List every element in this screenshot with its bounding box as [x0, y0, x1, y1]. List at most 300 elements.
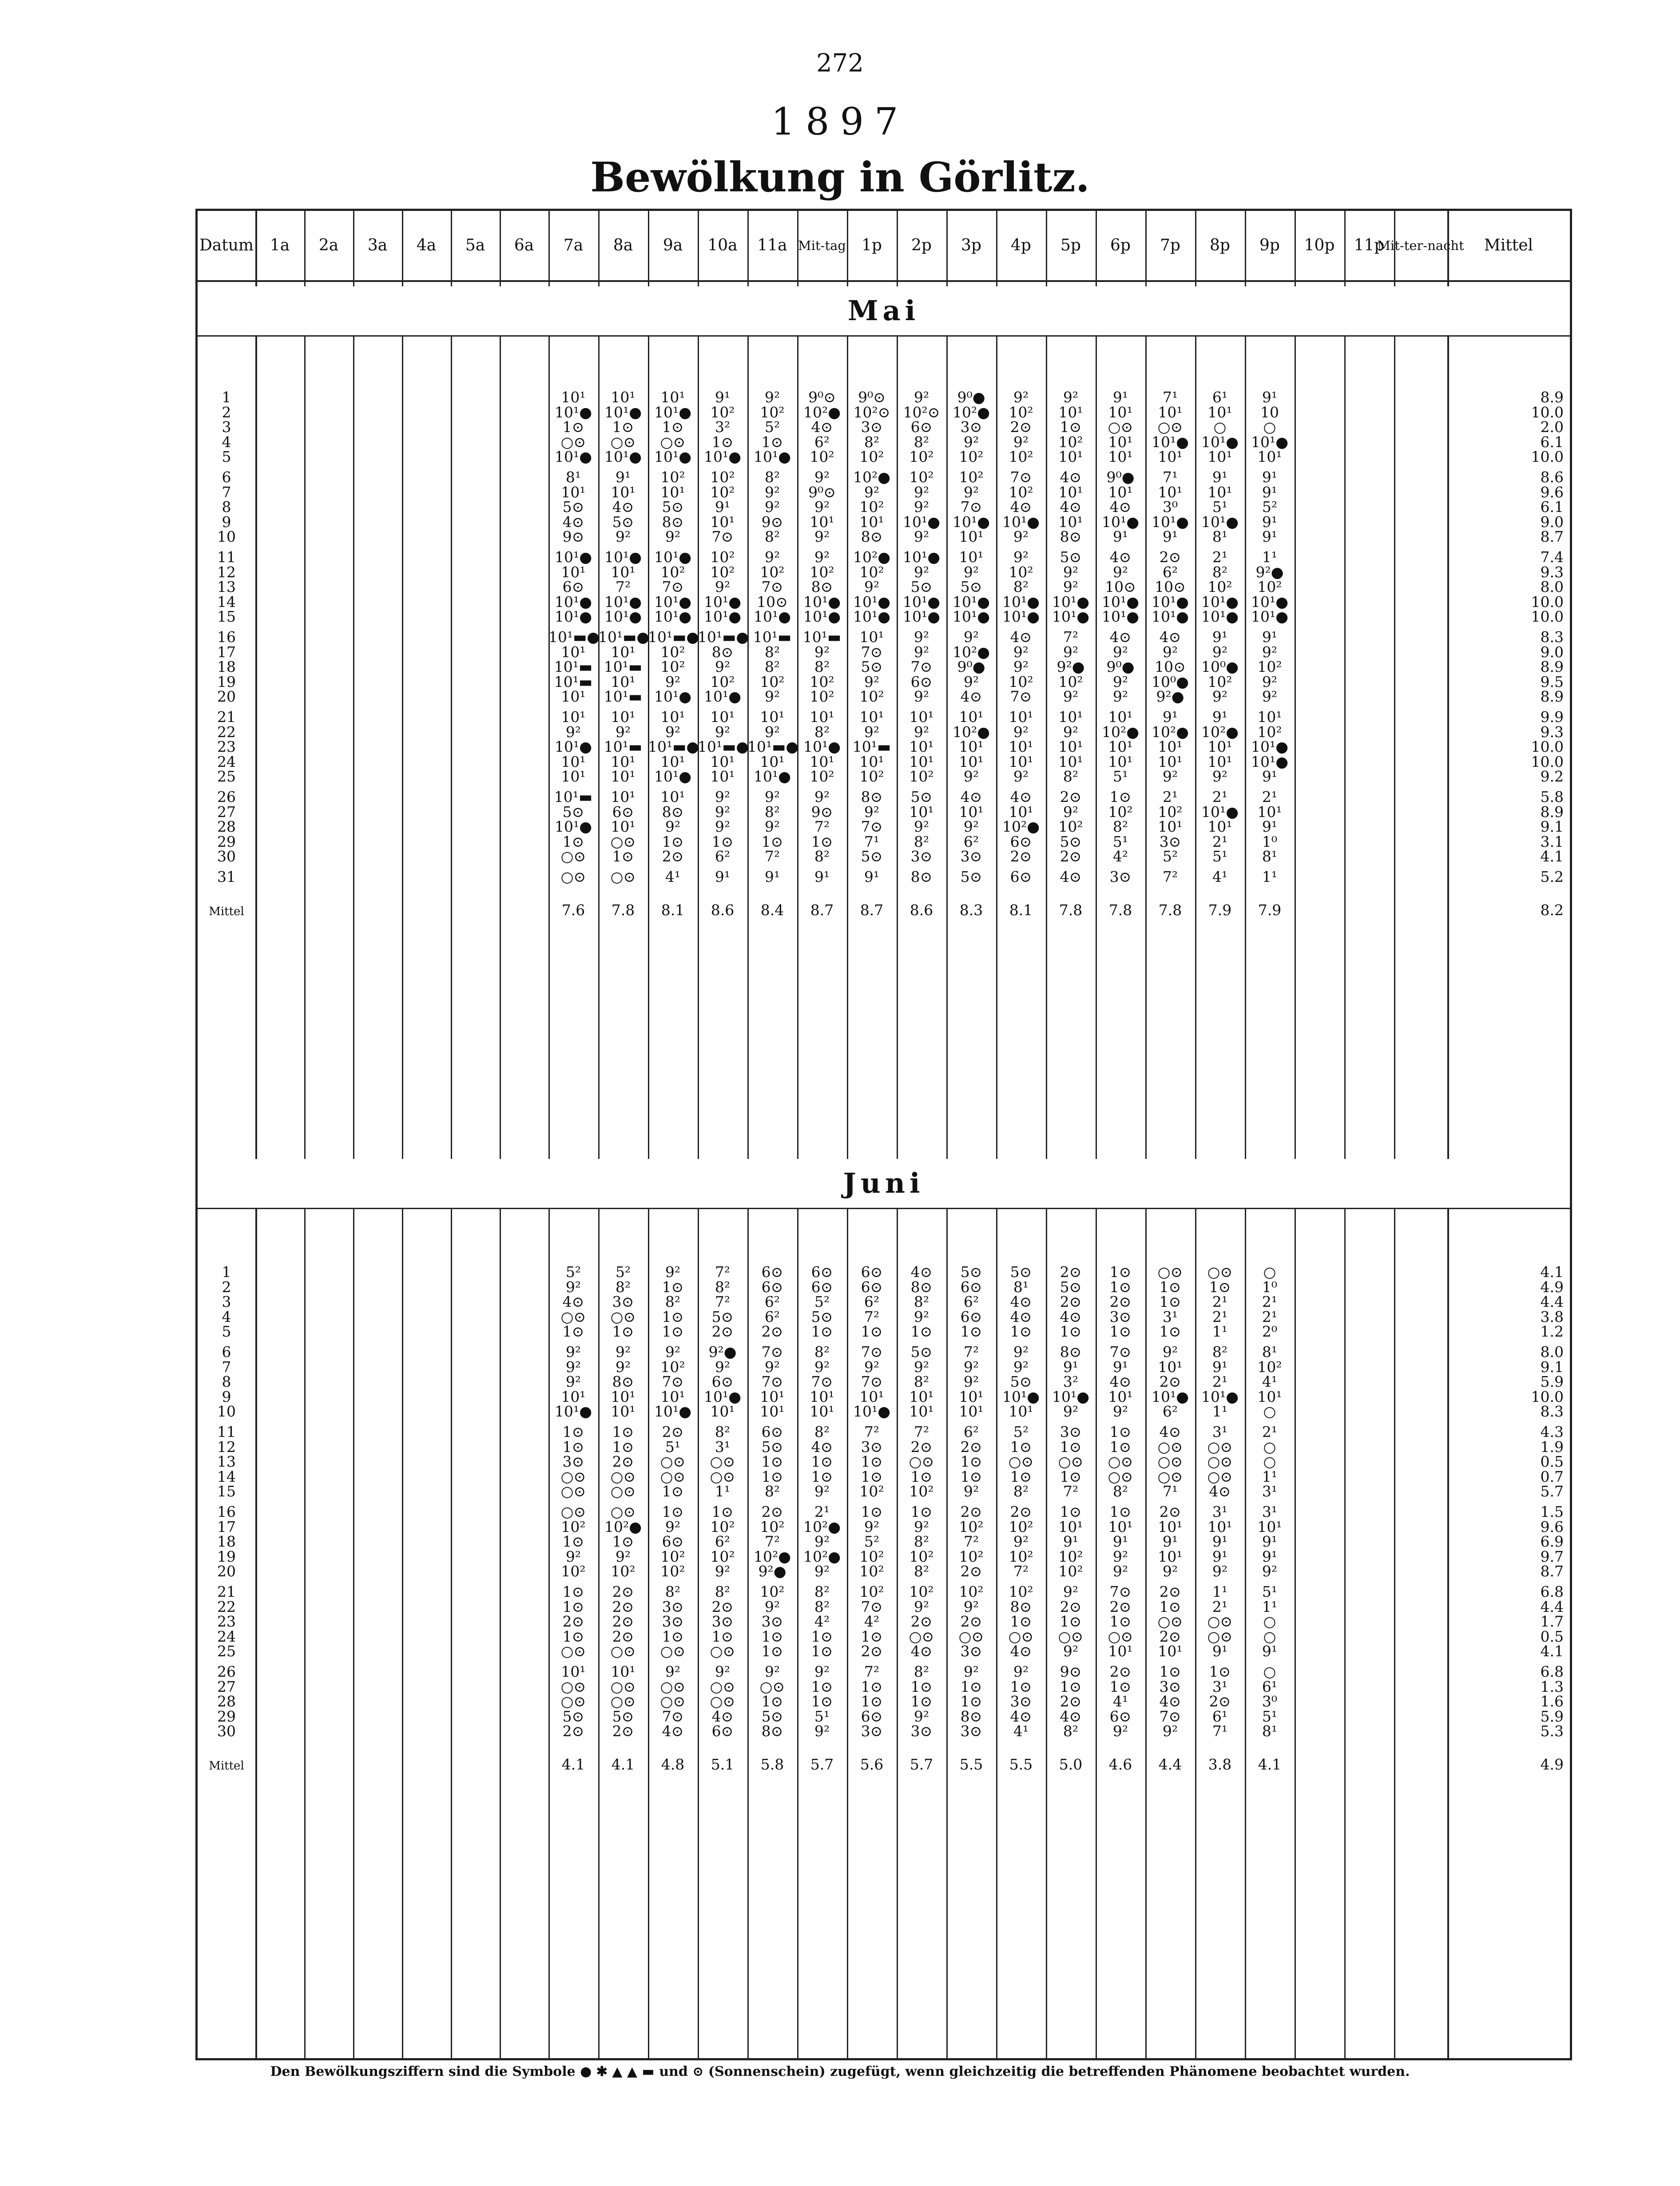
hourly-mean: 5.7 — [810, 1756, 834, 1773]
table-cell: 10¹ — [561, 708, 586, 726]
table-cell: ○⊙ — [610, 1468, 636, 1485]
table-cell: 2⊙ — [1060, 1598, 1082, 1615]
table-cell: 9² — [814, 528, 830, 546]
table-cell: 1⊙ — [1010, 1468, 1032, 1485]
table-cell: 10¹ — [1108, 1388, 1133, 1405]
table-cell: 10¹ — [1207, 483, 1232, 501]
table-cell: 3⊙ — [960, 1722, 982, 1740]
table-cell: 10¹ — [1257, 1388, 1282, 1405]
table-cell: 9² — [1112, 643, 1128, 661]
table-cell: 1¹ — [1212, 1323, 1228, 1341]
table-cell: 1⊙ — [562, 1627, 584, 1645]
table-cell: 10¹ — [660, 483, 685, 501]
table-cell: 10¹● — [803, 593, 841, 611]
day-label: 9 — [222, 1388, 231, 1405]
table-cell: 9² — [1063, 1642, 1079, 1660]
table-cell: 10¹● — [554, 1403, 592, 1420]
table-cell: 4⊙ — [1010, 628, 1032, 646]
table-cell: 4⊙ — [711, 1707, 734, 1725]
table-cell: 8² — [665, 1293, 681, 1311]
table-cell: 9¹ — [1112, 1358, 1128, 1376]
table-cell: 10¹● — [554, 608, 592, 626]
table-cell: 9² — [764, 1358, 780, 1376]
table-cell: 9² — [1063, 1403, 1079, 1420]
table-cell: 2¹ — [1212, 1293, 1228, 1311]
column-divider — [353, 211, 354, 2058]
table-cell: 6⊙ — [960, 1308, 982, 1325]
table-cell: 10¹▬ — [852, 738, 891, 756]
table-cell: 10¹▬● — [747, 738, 799, 756]
table-cell: 6² — [963, 833, 979, 850]
table-cell: 6⊙ — [960, 1278, 982, 1296]
table-cell: 10¹● — [1201, 803, 1239, 821]
table-cell: 4⊙ — [1060, 1308, 1082, 1325]
day-label: 7 — [222, 1358, 231, 1376]
table-cell: 9² — [1212, 768, 1228, 786]
table-cell: 10¹ — [611, 753, 635, 770]
table-cell: 4⊙ — [1109, 498, 1132, 516]
table-cell: 10¹ — [959, 753, 984, 770]
table-cell: 10¹● — [604, 593, 642, 611]
table-cell: 3¹ — [715, 1438, 731, 1456]
table-cell: 5⊙ — [1060, 548, 1082, 566]
table-cell: 2⊙ — [1010, 848, 1032, 865]
table-cell: 10¹ — [1058, 708, 1083, 726]
table-cell: 4⊙ — [1060, 868, 1082, 885]
table-cell: 9² — [565, 1343, 581, 1361]
table-cell: 6⊙ — [1010, 833, 1032, 850]
table-cell: 10¹ — [959, 548, 984, 566]
table-cell: 7¹ — [864, 833, 880, 850]
table-cell: 10¹● — [1002, 608, 1040, 626]
table-cell: 10¹● — [952, 513, 990, 531]
hourly-mean: 7.8 — [1059, 901, 1083, 919]
table-cell: 8⊙ — [861, 788, 883, 805]
table-cell: 9² — [1212, 1563, 1228, 1580]
table-cell: 9² — [814, 1722, 830, 1740]
table-cell: 10¹ — [909, 708, 934, 726]
table-cell: 1⊙ — [861, 1323, 883, 1341]
table-cell: 10¹ — [760, 1403, 785, 1420]
table-cell: ○⊙ — [610, 833, 636, 850]
table-cell: 8² — [764, 658, 780, 676]
table-cell: 10¹ — [1108, 483, 1133, 501]
table-header — [198, 211, 1570, 282]
header-17: 5p — [1060, 236, 1081, 255]
table-cell: 10¹ — [660, 389, 685, 406]
table-cell: 9¹ — [1162, 1533, 1178, 1551]
table-cell: 10¹ — [611, 1403, 635, 1420]
table-cell: 6⊙ — [711, 1373, 734, 1391]
table-cell: 10¹ — [1158, 403, 1183, 421]
table-cell: 10¹ — [1207, 448, 1232, 466]
table-cell: 9² — [963, 673, 979, 690]
table-cell: 1⊙ — [1060, 1468, 1082, 1485]
table-cell: 7² — [764, 1533, 780, 1551]
table-cell: 3⊙ — [662, 1613, 684, 1631]
table-cell: 9¹ — [1112, 389, 1128, 406]
table-cell: 10² — [1009, 563, 1033, 581]
table-cell: 10¹● — [1002, 513, 1040, 531]
table-cell: 1⊙ — [960, 1693, 982, 1710]
table-cell: 9² — [1162, 643, 1178, 661]
table-cell: 7² — [814, 818, 830, 836]
table-cell: 6⊙ — [761, 1423, 783, 1440]
table-cell: 10⁰● — [1201, 658, 1239, 676]
table-cell: 2⊙ — [1010, 418, 1032, 436]
table-cell: 9² — [1063, 1583, 1079, 1600]
table-cell: 1⊙ — [811, 1693, 833, 1710]
table-cell: 2⊙ — [612, 1722, 634, 1740]
table-cell: 10² — [859, 1583, 884, 1600]
table-cell: ○⊙ — [560, 1693, 586, 1710]
table-cell: 9² — [665, 1663, 681, 1680]
table-cell: 7⊙ — [662, 1373, 684, 1391]
day-label: 20 — [217, 1563, 236, 1580]
table-cell: 7² — [963, 1343, 979, 1361]
table-cell: 2⊙ — [662, 1423, 684, 1440]
table-cell: 4⊙ — [1010, 1707, 1032, 1725]
table-cell: 5⊙ — [711, 1308, 734, 1325]
table-cell: 4⊙ — [562, 1293, 584, 1311]
table-cell: 10¹● — [1151, 433, 1189, 451]
table-cell: 10¹ — [909, 1388, 934, 1405]
day-label: 28 — [217, 818, 236, 836]
table-cell: ○ — [1263, 1627, 1276, 1645]
table-cell: 10² — [1009, 448, 1033, 466]
table-cell: 7¹ — [1162, 468, 1178, 486]
table-cell: 5² — [1262, 498, 1278, 516]
daily-mean: 4.1 — [1540, 848, 1564, 865]
daily-mean: 9.6 — [1540, 483, 1564, 501]
table-cell: 3¹ — [1212, 1503, 1228, 1520]
daily-mean: 10.0 — [1531, 448, 1564, 466]
table-cell: 2⊙ — [711, 1598, 734, 1615]
table-cell: 2⊙ — [612, 1598, 634, 1615]
table-cell: 3⊙ — [711, 1613, 734, 1631]
table-cell: ○⊙ — [660, 1642, 686, 1660]
table-cell: 6⊙ — [811, 1263, 833, 1281]
table-cell: 5⊙ — [1010, 1263, 1032, 1281]
table-cell: 8² — [1112, 818, 1128, 836]
table-cell: 6⊙ — [761, 1263, 783, 1281]
table-cell: 7⊙ — [910, 658, 933, 676]
table-cell: 9² — [665, 723, 681, 741]
table-cell: 10¹● — [654, 448, 691, 466]
table-cell: 10¹ — [561, 1388, 586, 1405]
table-cell: 8⊙ — [1060, 1343, 1082, 1361]
table-cell: 5⊙ — [960, 868, 982, 885]
hourly-mean: 5.6 — [860, 1756, 884, 1773]
table-cell: 3⁰ — [1262, 1693, 1278, 1710]
table-cell: 2⊙ — [612, 1453, 634, 1471]
table-cell: 10¹● — [1052, 608, 1089, 626]
table-cell: 1⊙ — [861, 1453, 883, 1471]
table-cell: 1⊙ — [612, 1423, 634, 1440]
table-cell: 9² — [764, 723, 780, 741]
table-cell: 10¹ — [1009, 1403, 1033, 1420]
column-divider — [402, 211, 403, 2058]
table-cell: 2⊙ — [1060, 848, 1082, 865]
table-cell: 10² — [710, 1547, 735, 1565]
table-cell: 10¹ — [1158, 1518, 1183, 1535]
table-cell: 10² — [810, 768, 834, 786]
table-cell: 9² — [963, 433, 979, 451]
table-cell: 9² — [913, 1518, 929, 1535]
table-cell: 1⊙ — [1159, 1293, 1181, 1311]
table-cell: 7⊙ — [861, 1598, 883, 1615]
table-cell: 10¹● — [554, 593, 592, 611]
table-cell: 8² — [913, 833, 929, 850]
table-cell: 4² — [864, 1613, 880, 1631]
table-cell: 10² — [1058, 1563, 1083, 1580]
table-cell: 10² — [660, 1547, 685, 1565]
header-22: 10p — [1304, 236, 1335, 255]
table-cell: 8² — [1013, 578, 1029, 596]
day-label: 4 — [222, 1308, 231, 1325]
table-cell: 9⁰⊙ — [858, 389, 886, 406]
table-cell: 7¹ — [1162, 389, 1178, 406]
daily-mean: 9.5 — [1540, 673, 1564, 690]
table-cell: 10² — [859, 768, 884, 786]
table-cell: 10¹● — [902, 548, 940, 566]
day-label: 10 — [217, 1403, 236, 1420]
table-cell: 1⊙ — [1010, 1678, 1032, 1695]
hourly-mean: 7.8 — [611, 901, 635, 919]
table-cell: 9² — [1063, 578, 1079, 596]
day-label: 24 — [217, 753, 236, 770]
table-cell: 9¹ — [1162, 708, 1178, 726]
day-label: 11 — [217, 1423, 236, 1440]
day-label: 27 — [217, 803, 236, 821]
table-cell: 9² — [814, 643, 830, 661]
day-label: 30 — [217, 848, 236, 865]
table-cell: 10² — [810, 688, 834, 706]
table-cell: 1⊙ — [1060, 1613, 1082, 1631]
table-cell: 10¹ — [810, 753, 834, 770]
table-cell: 10¹ — [1158, 1358, 1183, 1376]
hourly-mean: 8.6 — [711, 901, 735, 919]
table-cell: 1⊙ — [1010, 1323, 1032, 1341]
table-cell: 10¹ — [1009, 803, 1033, 821]
table-cell: 9² — [715, 723, 731, 741]
table-cell: 10² — [1009, 483, 1033, 501]
table-cell: 10¹● — [1002, 593, 1040, 611]
table-cell: ○⊙ — [759, 1678, 785, 1695]
table-cell: 9² — [715, 1563, 731, 1580]
month-separator — [198, 1208, 1570, 1209]
day-label: 9 — [222, 513, 231, 531]
table-cell: 8⊙ — [662, 513, 684, 531]
daily-mean: 4.1 — [1540, 1263, 1564, 1281]
table-cell: 10¹▬● — [648, 738, 699, 756]
table-cell: 9² — [764, 548, 780, 566]
table-cell: 6² — [715, 1533, 731, 1551]
table-cell: 2⊙ — [612, 1627, 634, 1645]
table-cell: ○⊙ — [1058, 1627, 1084, 1645]
table-cell: 5¹ — [814, 1707, 830, 1725]
daily-mean: 8.9 — [1540, 658, 1564, 676]
table-cell: 9² — [864, 803, 880, 821]
hourly-mean: 4.1 — [611, 1756, 635, 1773]
hourly-mean: 8.1 — [661, 901, 685, 919]
table-cell: 10¹● — [803, 738, 841, 756]
table-cell: 10² — [859, 563, 884, 581]
table-cell: 6⊙ — [761, 1278, 783, 1296]
table-cell: 10² — [710, 403, 735, 421]
table-cell: 8¹ — [1212, 528, 1228, 546]
table-cell: 9¹ — [1212, 1358, 1228, 1376]
table-cell: 7² — [1162, 868, 1178, 885]
table-cell: 1⊙ — [662, 1278, 684, 1296]
table-cell: 10¹● — [1251, 753, 1288, 770]
table-cell: 10¹● — [554, 738, 592, 756]
table-cell: 6² — [1162, 563, 1178, 581]
table-cell: 10¹● — [853, 608, 890, 626]
table-cell: 8² — [1063, 1722, 1079, 1740]
table-cell: 8² — [913, 433, 929, 451]
table-cell: 10²⊙ — [903, 403, 940, 421]
table-cell: 5² — [764, 418, 780, 436]
table-cell: 1⊙ — [711, 433, 734, 451]
table-cell: 1⊙ — [811, 1453, 833, 1471]
table-cell: 1⊙ — [1109, 1423, 1132, 1440]
header-13: 1p — [862, 236, 882, 255]
table-cell: 4¹ — [1212, 868, 1228, 885]
daily-mean: 9.6 — [1540, 1518, 1564, 1535]
table-cell: 10¹ — [710, 753, 735, 770]
table-cell: 10² — [1009, 403, 1033, 421]
table-cell: ○⊙ — [560, 1678, 586, 1695]
table-cell: 3⊙ — [1109, 1308, 1132, 1325]
table-cell: 9² — [963, 1358, 979, 1376]
table-cell: 10² — [909, 1483, 934, 1500]
table-cell: 10¹ — [1158, 1547, 1183, 1565]
table-cell: 9² — [1013, 768, 1029, 786]
table-cell: 2⁰ — [1262, 1323, 1278, 1341]
table-cell: 4⊙ — [910, 1642, 933, 1660]
day-label: 3 — [222, 1293, 231, 1311]
column-divider — [1447, 211, 1449, 2058]
table-cell: 10¹ — [1108, 433, 1133, 451]
day-label: 14 — [217, 1468, 236, 1485]
table-cell: 9⁰● — [957, 658, 985, 676]
table-cell: 10¹ — [611, 643, 635, 661]
hourly-mean: 4.8 — [661, 1756, 685, 1773]
table-cell: 10² — [959, 1518, 984, 1535]
table-cell: 9⁰● — [957, 389, 985, 406]
table-cell: 1⊙ — [612, 1533, 634, 1551]
table-cell: 4¹ — [1013, 1722, 1029, 1740]
table-cell: 8² — [814, 1423, 830, 1440]
table-cell: 1⊙ — [811, 1468, 833, 1485]
table-cell: 10¹● — [703, 593, 741, 611]
table-cell: 10¹ — [909, 803, 934, 821]
table-cell: 1⊙ — [861, 1693, 883, 1710]
table-cell: 10¹ — [710, 708, 735, 726]
table-cell: 4² — [1112, 848, 1128, 865]
table-cell: 10² — [1009, 1547, 1033, 1565]
table-cell: 1⊙ — [960, 1453, 982, 1471]
table-cell: 10¹ — [760, 708, 785, 726]
table-cell: 8² — [913, 1563, 929, 1580]
table-cell: 9¹ — [1212, 1642, 1228, 1660]
table-cell: 10² — [1257, 658, 1282, 676]
footnote: Den Bewölkungsziffern sind die Symbole ● ✱ ▲ ▲ ▬ und ⊙ (Sonnenschein) zugefügt, wenn gleichzeitig die betreffenden Phänomene beobachtet wurden. — [270, 2064, 1410, 2079]
header-18: 6p — [1110, 236, 1131, 255]
table-cell: 1¹ — [715, 1483, 731, 1500]
daily-mean: 6.1 — [1540, 433, 1564, 451]
table-cell: 9⊙ — [811, 803, 833, 821]
day-label: 17 — [217, 1518, 236, 1535]
table-cell: 2¹ — [1212, 1373, 1228, 1391]
table-cell: 2⊙ — [1209, 1693, 1231, 1710]
daily-mean: 5.8 — [1540, 788, 1564, 805]
table-cell: 9² — [963, 1483, 979, 1500]
table-cell: 1⊙ — [811, 1642, 833, 1660]
day-label: 27 — [217, 1678, 236, 1695]
daily-mean: 10.0 — [1531, 403, 1564, 421]
table-cell: 9² — [665, 818, 681, 836]
table-cell: 9² — [963, 1373, 979, 1391]
table-cell: 9² — [913, 643, 929, 661]
table-cell: 10¹ — [1108, 448, 1133, 466]
table-cell: ○⊙ — [958, 1627, 984, 1645]
table-cell: 8² — [864, 433, 880, 451]
table-cell: 8² — [814, 723, 830, 741]
table-cell: 1¹ — [1262, 1598, 1278, 1615]
table-cell: ○⊙ — [560, 433, 586, 451]
mittel-label: Mittel — [209, 1759, 244, 1773]
table-cell: 9² — [1063, 643, 1079, 661]
table-cell: ○⊙ — [1157, 1468, 1183, 1485]
table-cell: 10² — [1058, 673, 1083, 690]
table-cell: 9² — [814, 548, 830, 566]
table-cell: 6⊙ — [662, 1533, 684, 1551]
table-cell: 10¹● — [902, 608, 940, 626]
table-cell: 9¹ — [1112, 528, 1128, 546]
table-cell: 1⊙ — [1109, 1503, 1132, 1520]
table-cell: 9² — [1013, 1358, 1029, 1376]
table-cell: 8¹ — [1013, 1278, 1029, 1296]
table-cell: 1⊙ — [1109, 1278, 1132, 1296]
table-cell: 9¹ — [1262, 513, 1278, 531]
table-cell: 9² — [963, 563, 979, 581]
table-cell: 9² — [913, 688, 929, 706]
table-cell: 1⊙ — [1159, 1278, 1181, 1296]
table-cell: 10¹▬ — [802, 628, 842, 646]
table-cell: 10¹ — [1108, 403, 1133, 421]
daily-mean: 5.9 — [1540, 1373, 1564, 1391]
table-cell: 1⊙ — [761, 1627, 783, 1645]
day-label: 15 — [217, 608, 236, 626]
table-cell: 7² — [864, 1423, 880, 1440]
day-label: 2 — [222, 1278, 231, 1296]
table-cell: ○⊙ — [909, 1627, 934, 1645]
table-cell: 4⊙ — [1060, 498, 1082, 516]
table-cell: 10¹ — [1207, 403, 1232, 421]
table-cell: 9¹ — [1262, 1533, 1278, 1551]
table-cell: 9⁰● — [1106, 658, 1135, 676]
table-cell: 10¹ — [1108, 753, 1133, 770]
table-cell: 9² — [1112, 673, 1128, 690]
table-cell: 7⊙ — [761, 1373, 783, 1391]
table-cell: ○ — [1263, 1453, 1276, 1471]
table-cell: 4⊙ — [562, 513, 584, 531]
table-cell: 10¹ — [810, 513, 834, 531]
table-cell: 5¹ — [1212, 848, 1228, 865]
table-cell: 9¹ — [1162, 528, 1178, 546]
